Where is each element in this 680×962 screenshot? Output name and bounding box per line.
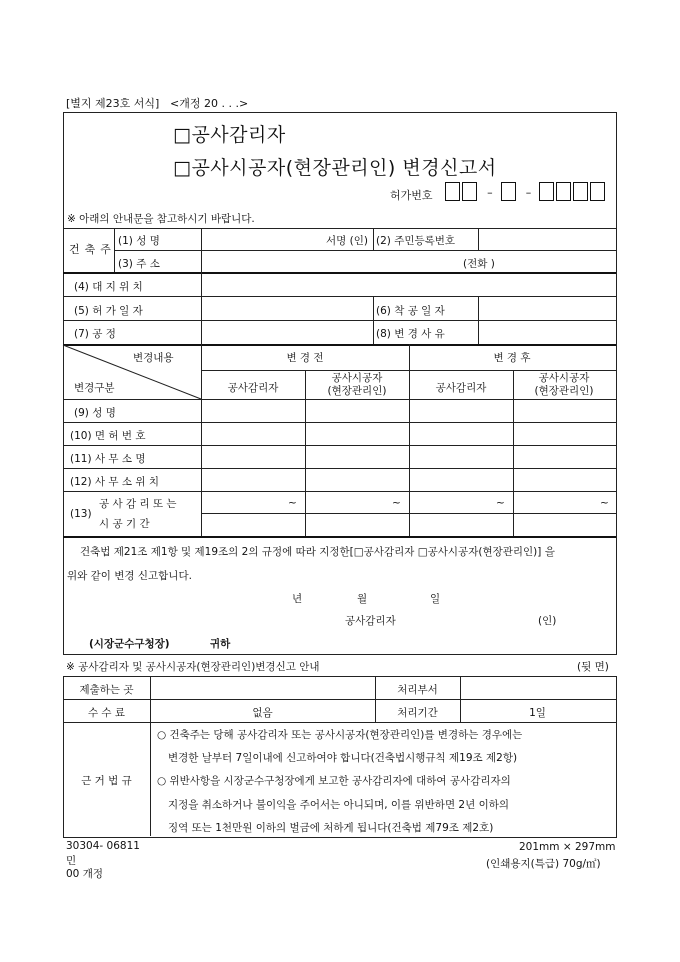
tilde-4: ~: [600, 497, 609, 509]
seal-mark: (인): [538, 615, 557, 627]
period-value: 1일: [529, 707, 546, 719]
permit-dash: –: [487, 186, 493, 199]
office-name-row-label: (11) 사 무 소 명: [70, 453, 146, 465]
before-supervisor-col: 공사감리자: [227, 382, 279, 394]
paper-type: (인쇄용지(특급) 70g/㎡): [486, 858, 601, 870]
owner-sign-label: 서명 (인): [326, 235, 368, 247]
declaration-line-1: 건축법 제21조 제1항 및 제19조의 2의 규정에 따라 지정한[□공사감리자 □공사시공자(현장관리인)] 을: [80, 546, 555, 558]
back-page-label: (뒷 면): [577, 661, 609, 673]
change-reason-label: (8) 변 경 사 유: [376, 328, 445, 340]
recipient: (시장군수구청장): [89, 638, 170, 650]
fee-label: 수 수 료: [87, 707, 126, 719]
name-row-label: (9) 성 명: [74, 407, 116, 419]
after-supervisor-col: 공사감리자: [435, 382, 487, 394]
law-label: 근 거 법 규: [81, 775, 132, 787]
owner-id-label: (2) 주민등록번호: [376, 235, 456, 247]
period-row-num: (13): [70, 508, 92, 520]
tilde-3: ~: [496, 497, 505, 509]
recipient-honorific: 귀하: [210, 638, 231, 650]
site-location-label: (4) 대 지 위 치: [74, 281, 143, 293]
footer-code: 30304- 06811: [66, 840, 140, 852]
license-row-label: (10) 면 허 번 호: [70, 430, 146, 442]
period-row-label-1: 공 사 감 리 또 는: [99, 498, 177, 510]
permit-label: 허가번호: [390, 189, 433, 202]
owner-label: 건축주: [69, 243, 116, 256]
owner-name-label: (1) 성 명: [118, 235, 160, 247]
revision-date: <개정 20 . . .>: [170, 97, 249, 110]
before-change-header: 변 경 전: [286, 352, 324, 364]
footer-code-2: 민: [66, 855, 77, 867]
dept-label: 처리부서: [397, 684, 438, 696]
guide-title: ※ 공사감리자 및 공사시공자(현장관리인)변경신고 안내: [66, 661, 320, 673]
diag-change-content: 변경내용: [133, 352, 174, 364]
fee-value: 없음: [252, 707, 273, 719]
paper-size: 201mm × 297mm: [519, 841, 616, 853]
date-year: 년: [292, 593, 303, 605]
submit-to-label: 제출하는 곳: [79, 684, 134, 696]
title-main: □공사시공자(현장관리인) 변경신고서: [173, 157, 497, 179]
diag-change-type: 변경구분: [74, 382, 115, 394]
tilde-1: ~: [288, 497, 297, 509]
tilde-2: ~: [392, 497, 401, 509]
before-contractor-col: 공사시공자 (현장관리인): [327, 372, 387, 397]
office-location-row-label: (12) 사 무 소 위 치: [70, 476, 159, 488]
title-supervisor: □공사감리자: [173, 124, 286, 146]
permit-date-label: (5) 허 가 일 자: [74, 305, 143, 317]
law-line-2: 변경한 날부터 7일이내에 신고하여야 합니다(건축법시행규칙 제19조 제2항): [168, 752, 518, 764]
law-line-3: ○ 위반사항을 시장군수구청장에게 보고한 공사감리자에 대하여 공사감리자의: [157, 775, 511, 787]
footer-code-3: 00 개정: [66, 868, 103, 880]
start-date-label: (6) 착 공 일 자: [376, 305, 445, 317]
notice-top: ※ 아래의 안내문을 참고하시기 바랍니다.: [67, 213, 255, 225]
law-line-1: ○ 건축주는 당해 공사감리자 또는 공사시공자(현장관리인)를 변경하는 경우에는: [157, 729, 523, 741]
after-contractor-col: 공사시공자 (현장관리인): [534, 372, 594, 397]
declaration-line-2: 위와 같이 변경 신고합니다.: [67, 570, 192, 582]
period-row-label-2: 시 공 기 간: [99, 518, 150, 530]
law-line-5: 징역 또는 1천만원 이하의 벌금에 처하게 됩니다(건축법 제79조 제2호): [168, 822, 494, 834]
form-number: [별지 제23호 서식]: [66, 97, 160, 110]
owner-phone-label: (전화 ): [463, 258, 495, 270]
date-day: 일: [430, 593, 441, 605]
signer-label: 공사감리자: [345, 615, 396, 627]
period-label: 처리기간: [397, 707, 438, 719]
permit-number-boxes[interactable]: – –: [445, 181, 607, 201]
owner-address-label: (3) 주 소: [118, 258, 160, 270]
process-label: (7) 공 정: [74, 328, 116, 340]
date-month: 월: [357, 593, 368, 605]
law-line-4: 지정을 취소하거나 불이익을 주어서는 아니되며, 이를 위반하면 2년 이하의: [168, 799, 510, 811]
after-change-header: 변 경 후: [493, 352, 531, 364]
